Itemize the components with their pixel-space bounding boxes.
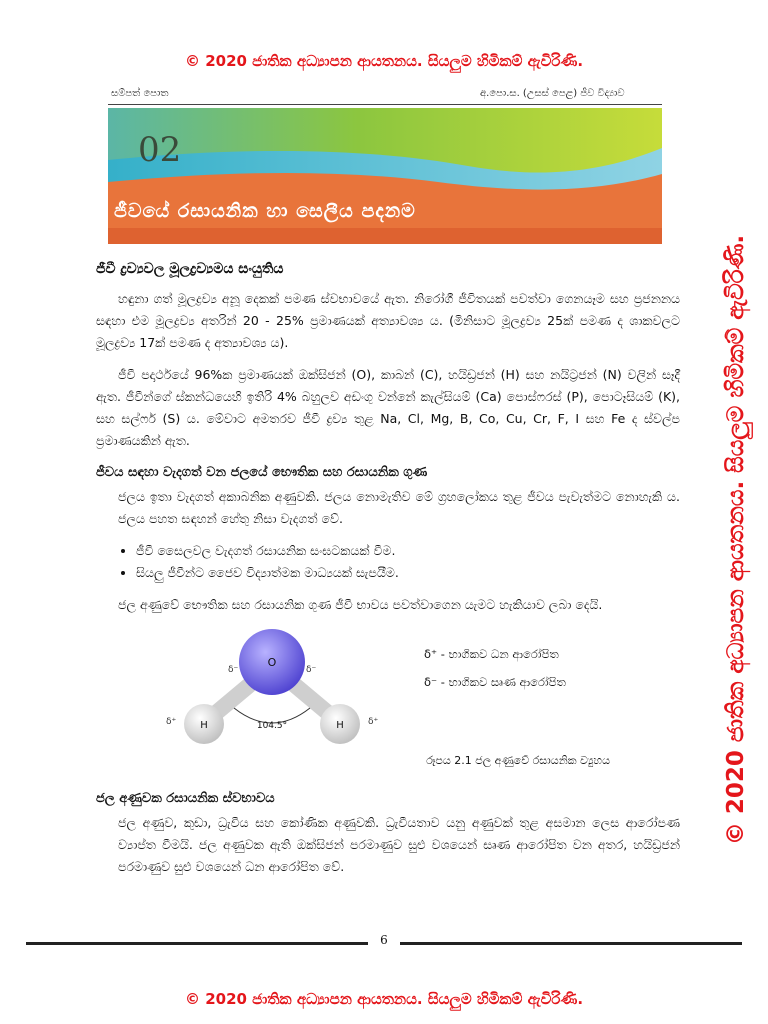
paragraph-water-properties: ජල අණුවේ භෞතික සහ රසායනික ගුණ ජීවී භාවය පවත්වාගෙන යැමට හැකියාව ලබා දෙයි. (118, 597, 603, 612)
bond-angle-label: 104.5° (256, 721, 288, 731)
legend-item-negative (424, 668, 566, 696)
list-item: • සියලු ජීවීන්ට ජෛව විද්‍යාත්මක මාධ්‍යයක් සැපයීම. (136, 562, 680, 584)
chapter-banner (108, 108, 662, 244)
section-heading-water-properties: ජීවය සඳහා වැදගත් වන ජලයේ භෞතික සහ රසායනික ගුණ (96, 465, 428, 480)
legend-text: - භාගිකව ධන ආරෝපිත (440, 647, 559, 661)
header-rule (108, 104, 662, 105)
water-molecule-diagram (162, 626, 392, 744)
section-heading-elemental-composition: ජීවී ද්‍රව්‍යවල මූලද්‍රව්‍යමය සංයුතිය (96, 261, 284, 277)
running-head-left: සම්පත් පොත (111, 88, 169, 99)
list-item: • ජීවී සෛලවල වැදගත් රසායනික සංඝටකයක් වීම. (136, 540, 680, 562)
legend-symbol: δ⁺ (424, 647, 438, 661)
copyright-notice-bottom: © 2020 ජාතික අධ්‍යාපන ආයතනය. සියලුම හිමිකම් ඇවිරිණි. (184, 990, 584, 1008)
water-importance-list (96, 540, 680, 584)
chapter-title: ජීවයේ රසායනික හා සෙලීය පදනම (114, 200, 416, 222)
paragraph-water-polarity: ජල අණුව, කුඩා, ධ්‍රැවීය සහ කෝණික අණුවකි. ධ්‍රැවීයතාව යනු අණුවක් තුළ අසමාන ලෙස ආරෝපණ ව්‍යාප්ත වීමයි. ජල අණුවක ඇති ඔක්සිජන් පරමාණුව සුළු වශයෙන් සෘණ ආරෝපිත වන අතර, හයිඩ්‍රජන් පරමාණුව සුළු වශයෙන් ධන ආරෝපිත වේ. (118, 815, 680, 874)
hydrogen-partial-charge-left: δ⁺ (166, 717, 177, 727)
oxygen-partial-charge-right: δ⁻ (306, 665, 317, 675)
paragraph-elements-intro: හඳුනා ගත් මූලද්‍රව්‍ය අනූ දෙකක් පමණ ස්වභාවයේ ඇත. නිරෝගී ජීවිතයක් පවත්වා ගෙනයෑම සහ ප්‍රජනනය සඳහා එම මූලද්‍රව්‍ය අතරින් 20 - 25% ප්‍රමාණයක් අත්‍යාවශ්‍ය ය. (මිනිසාට මූලද්‍රව්‍ය 25ක් පමණ ද ශාකවලට මූලද්‍රව්‍ය 17ක් පමණ ද අත්‍යාවශ්‍ය ය). (96, 291, 680, 350)
figure-caption: රූපය 2.1 ජල අණුවේ රසායනික ව්‍යුහය (426, 754, 610, 767)
oxygen-partial-charge-left: δ⁻ (228, 665, 239, 675)
page-number: 6 (368, 933, 400, 947)
paragraph-water-intro: ජලය ඉතා වැදගත් අකාබනික අණුවකි. ජලය නොමැතිව මේ ග්‍රහලෝකය තුළ ජීවය පැවැත්මට නොහැකි ය. ජලය පහත සඳහන් හේතු නිසා වැදගත් වේ. (118, 489, 680, 526)
hydrogen-label-right: H (336, 720, 344, 731)
oxygen-label: O (267, 656, 277, 669)
legend-item-positive (424, 640, 566, 668)
copyright-notice-top: © 2020 ජාතික අධ්‍යාපන ආයතනය. සියලුම හිමිකම් ඇවිරිණි. (184, 52, 584, 70)
section-heading-chemical-nature: ජල අණුවක රසායනික ස්වභාවය (96, 791, 275, 806)
side-copyright (716, 190, 756, 890)
hydrogen-partial-charge-right: δ⁺ (368, 717, 379, 727)
paragraph-elements-percent: ජීවී පදාර්ථයේ 96%ක ප්‍රමාණයක් ඔක්සිජන් (O), කාබන් (C), හයිඩ්‍රජන් (H) සහ නයිට්‍රජන් (N) වලින් සෑදී ඇත. ජීවීන්ගේ ස්කන්ධයෙහි ඉතිරි 4% බහුලව අඩංගු වන්නේ කැල්සියම් (Ca) පොස්ෆරස් (P), පොටෑසියම් (K), සහ සල්ෆර් (S) ය. මේවාට අමතරව ජීවී ද්‍රව්‍ය තුළ Na, Cl, Mg, B, Co, Cu, Cr, F, I සහ Fe ද ස්වල්ප ප්‍රමාණයකින් ඇත. (96, 367, 680, 448)
banner-graphic (108, 108, 662, 244)
page-content (96, 258, 680, 888)
side-copyright-text: © 2020 ජාතික අධ්‍යාපන ආයතනය. සියලුම හිමිකම් ඇවිරිණි. (723, 234, 749, 846)
legend-text: - භාගිකව සෘණ ආරෝපිත (440, 675, 566, 689)
hydrogen-label-left: H (200, 720, 208, 731)
running-head-right: අ.පො.ස. (උසස් පෙළ) ජීව විද්‍යාව (480, 88, 625, 99)
legend-symbol: δ⁻ (424, 675, 438, 689)
charge-legend (424, 640, 566, 696)
water-molecule-figure (96, 626, 680, 746)
chapter-number: 02 (138, 130, 182, 170)
